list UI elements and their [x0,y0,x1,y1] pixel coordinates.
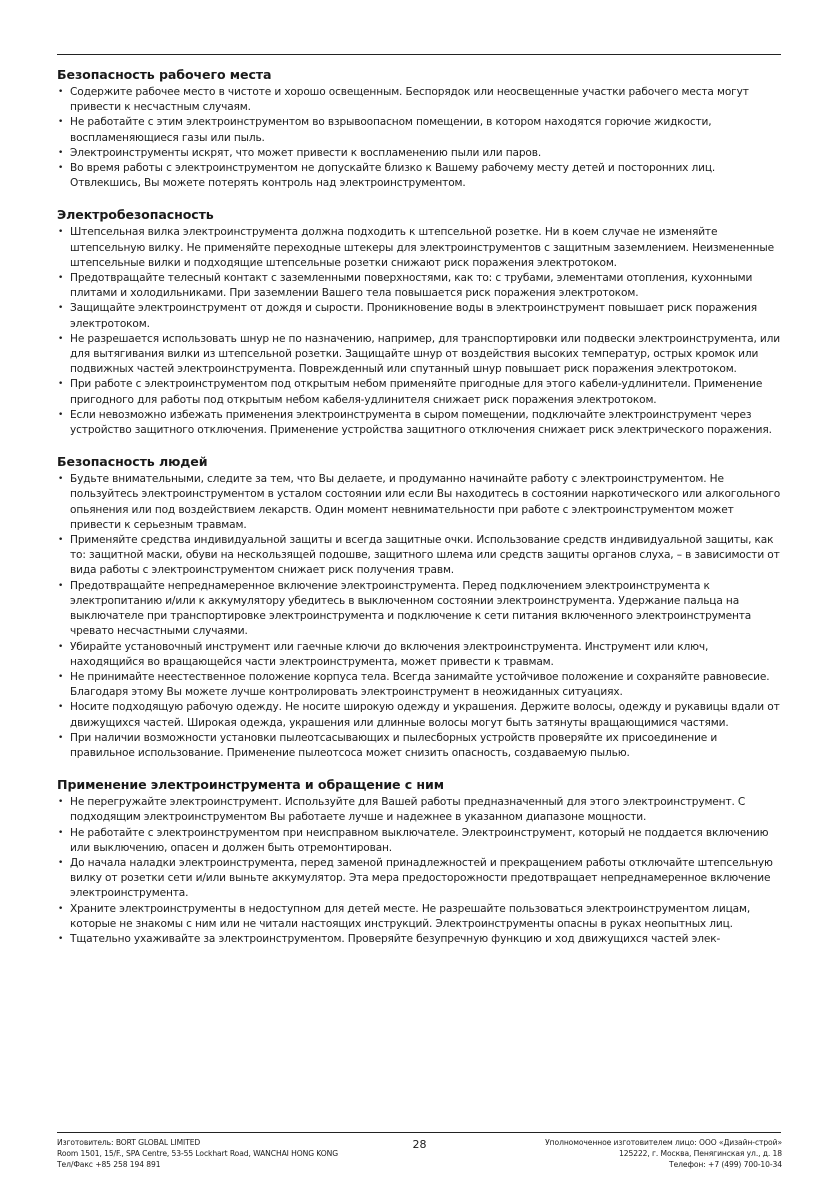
list-item: • Содержите рабочее место в чистоте и хорошо освещенным. Беспорядок или неосвещенные участки рабочего места могут привести к несчастным случаям. [57,85,781,115]
list-item: • Предотвращайте непреднамеренное включение электроинструмента. Перед подключением электроинструмента к электропитанию и/или к аккумулятору убедитесь в выключенном состоянии электроинструмента. Удержание пальца на выключателе при транспортировке электроинструмента и подключение к сети питания включенного электроинструмента чревато несчастными случаями. [57,579,781,640]
list-item: • Не разрешается использовать шнур не по назначению, например, для транспортировки или подвески электроинструмента, или для вытягивания вилки из штепсельной розетки. Защищайте шнур от воздействия высоких температур, острых кромок или подвижных частей электроинструмента. Поврежденный или спутанный шнур повышает риск поражения электротоком. [57,332,781,378]
bullet-list [57,225,781,438]
list-item: • Храните электроинструменты в недоступном для детей месте. Не разрешайте пользоваться электроинструментом лицам, которые не знакомы с ним или не читали настоящих инструкций. Электроинструменты опасны в руках неопытных лиц. [57,902,781,932]
manufacturer-name: Изготовитель: BORT GLOBAL LIMITED [57,1138,201,1147]
list-item: • Тщательно ухаживайте за электроинструментом. Проверяйте безупречную функцию и ход движущихся частей элек- [57,932,781,947]
top-divider [57,54,781,55]
section-personal-safety [57,453,781,761]
list-item: • Будьте внимательными, следите за тем, что Вы делаете, и продуманно начинайте работу с электроинструментом. Не пользуйтесь электроинструментом в усталом состоянии или если Вы находитесь в состоянии наркотического или алкогольного опьянения или под воздействием лекарств. Один момент невнимательности при работе с электроинструментом может привести к серьезным травмам. [57,472,781,533]
list-item: • Не работайте с электроинструментом при неисправном выключателе. Электроинструмент, который не поддается включению или выключению, опасен и должен быть отремонтирован. [57,826,781,856]
list-item: • Носите подходящую рабочую одежду. Не носите широкую одежду и украшения. Держите волосы, одежду и рукавицы вдали от движущихся частей. Широкая одежда, украшения или длинные волосы могут быть затянуты вращающимися частями. [57,700,781,730]
list-item: • Электроинструменты искрят, что может привести к воспламенению пыли или паров. [57,146,781,161]
list-item: • Если невозможно избежать применения электроинструмента в сыром помещении, подключайте электроинструмент через устройство защитного отключения. Применение устройства защитного отключения снижает риск электрического поражения. [57,408,781,438]
list-item: • Применяйте средства индивидуальной защиты и всегда защитные очки. Использование средств индивидуальной защиты, как то: защитной маски, обуви на нескользящей подошве, защитного шлема или средств защиты органов слуха, – в зависимости от вида работы с электроинструментом снижает риск получения травм. [57,533,781,579]
bullet-list [57,85,781,191]
section-heading: Безопасность рабочего места [57,67,272,82]
representative-name: Уполномоченное изготовителем лицо: ООО «Дизайн-строй» [545,1138,782,1147]
list-item: • Защищайте электроинструмент от дождя и сырости. Проникновение воды в электроинструмент повышает риск поражения электротоком. [57,301,781,331]
bullet-list [57,472,781,761]
section-electrical-safety [57,206,781,438]
manufacturer-phone: Тел/Факс +85 258 194 891 [57,1160,161,1169]
list-item: • При наличии возможности установки пылеотсасывающих и пылесборных устройств проверяйте их присоединение и правильное использование. Применение пылеотсоса может снизить опасность, создаваемую пылью. [57,731,781,761]
page-number: 28 [412,1138,427,1151]
bullet-list [57,795,781,947]
section-workplace-safety [57,66,781,191]
manufacturer-address: Room 1501, 15/F., SPA Centre, 53-55 Lockhart Road, WANCHAI HONG KONG [57,1149,339,1158]
list-item: • До начала наладки электроинструмента, перед заменой принадлежностей и прекращением работы отключайте штепсельную вилку от розетки сети и/или выньте аккумулятор. Эта мера предосторожности предотвращает непреднамеренное включение электроинструмента. [57,856,781,902]
list-item: • Не работайте с этим электроинструментом во взрывоопасном помещении, в котором находятся горючие жидкости, воспламеняющиеся газы или пыль. [57,115,781,145]
list-item: • Не перегружайте электроинструмент. Используйте для Вашей работы предназначенный для этого электроинструмент. С подходящим электроинструментом Вы работаете лучше и надежнее в указанном диапазоне мощности. [57,795,781,825]
list-item: • Не принимайте неестественное положение корпуса тела. Всегда занимайте устойчивое положение и сохраняйте равновесие. Благодаря этому Вы можете лучше контролировать электроинструмент в неожиданных ситуациях. [57,670,781,700]
list-item: • Штепсельная вилка электроинструмента должна подходить к штепсельной розетке. Ни в коем случае не изменяйте штепсельную вилку. Не применяйте переходные штекеры для электроинструментов с защитным заземлением. Неизмененные штепсельные вилки и подходящие штепсельные розетки снижают риск поражения электротоком. [57,225,781,271]
footer-representative [545,1137,782,1170]
section-heading: Электробезопасность [57,207,214,223]
section-tool-use [57,776,781,947]
section-heading: Безопасность людей [57,454,208,470]
list-item: • Во время работы с электроинструментом не допускайте близко к Вашему рабочему месту детей и посторонних лиц. Отвлекшись, Вы можете потерять контроль над электроинструментом. [57,161,781,191]
bottom-divider [57,1132,781,1133]
document-body [57,66,781,962]
section-heading: Применение электроинструмента и обращение с ним [57,777,444,793]
representative-address: 125222, г. Москва, Пенягинская ул., д. 18 [619,1149,782,1158]
list-item: • При работе с электроинструментом под открытым небом применяйте пригодные для этого кабели-удлинители. Применение пригодного для работы под открытым небом кабеля-удлинителя снижает риск поражения электротоком. [57,377,781,407]
representative-phone: Телефон: +7 (499) 700-10-34 [669,1160,782,1169]
list-item: • Предотвращайте телесный контакт с заземленными поверхностями, как то: с трубами, элементами отопления, кухонными плитами и холодильниками. При заземлении Вашего тела повышается риск поражения электротоком. [57,271,781,301]
list-item: • Убирайте установочный инструмент или гаечные ключи до включения электроинструмента. Инструмент или ключ, находящийся во вращающейся части электроинструмента, может привести к травмам. [57,640,781,670]
